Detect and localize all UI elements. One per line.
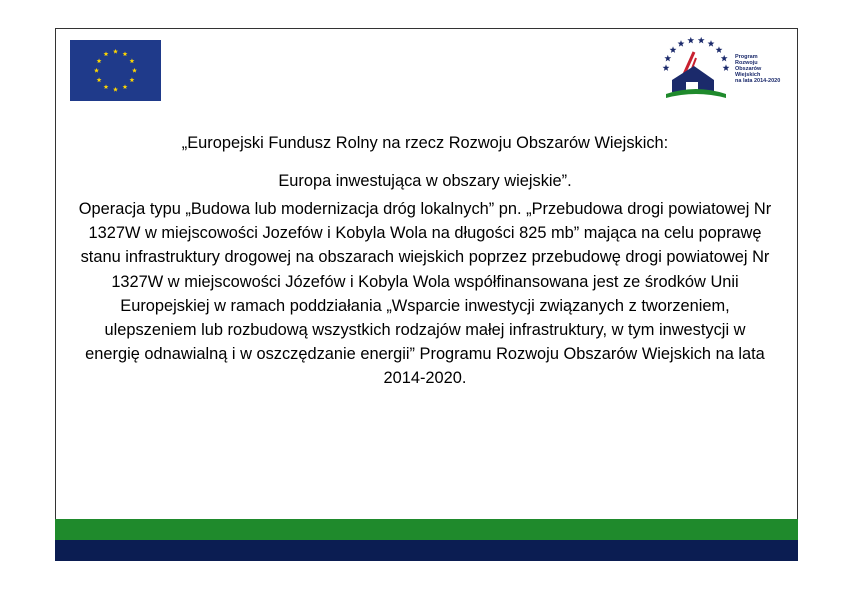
footer-navy-band	[55, 540, 798, 561]
body-paragraph: Operacja typu „Budowa lub modernizacja dróg lokalnych” pn. „Przebudowa drogi powiatowej Nr 1327W w miejscowości Jozefów i Kobyla Wola na długości 825 mb” mająca na celu poprawę stanu infrastruktury drogowej na obszarach wiejskich poprzez przebudowę drogi powiatowej Nr 1327W w miejscowości Józefów i Kobyla Wola współfinansowana jest ze środków Unii Europejskiej w ramach poddziałania „Wsparcie inwestycji związanych z tworzeniem, ulepszeniem lub rozbudową wszystkich rodzajów małej infrastruktury, w tym inwestycji w energię odnawialną i w oszczędzanie energii” Programu Rozwoju Obszarów Wiejskich na lata 2014-2020.	[78, 200, 772, 388]
footer-green-band	[55, 519, 798, 540]
prow-star-icon	[687, 37, 694, 44]
prow-star-icon	[716, 46, 723, 53]
prow-star-icon	[663, 64, 670, 71]
announcement-content	[75, 131, 775, 391]
prow-line-2: Rozwoju	[735, 60, 758, 66]
prow-line-4: Wiejskich	[735, 72, 761, 78]
prow-star-icon	[664, 55, 671, 62]
prow-star-icon	[678, 40, 685, 47]
prow-star-icon	[698, 37, 705, 44]
prow-line-3: Obszarów	[735, 66, 762, 72]
prow-star-icon	[721, 55, 728, 62]
heading-line-1: „Europejski Fundusz Rolny na rzecz Rozwoju Obszarów Wiejskich:	[181, 134, 669, 152]
eu-flag-icon	[70, 40, 161, 101]
prow-star-icon	[670, 46, 677, 53]
prow-line-1: Program	[735, 54, 758, 60]
prow-star-icon	[708, 40, 715, 47]
prow-logo-text	[735, 54, 795, 84]
prow-line-5: na lata 2014-2020	[735, 78, 781, 84]
heading-line-2: Europa inwestująca w obszary wiejskie”.	[278, 172, 572, 190]
prow-star-icon	[723, 64, 730, 71]
